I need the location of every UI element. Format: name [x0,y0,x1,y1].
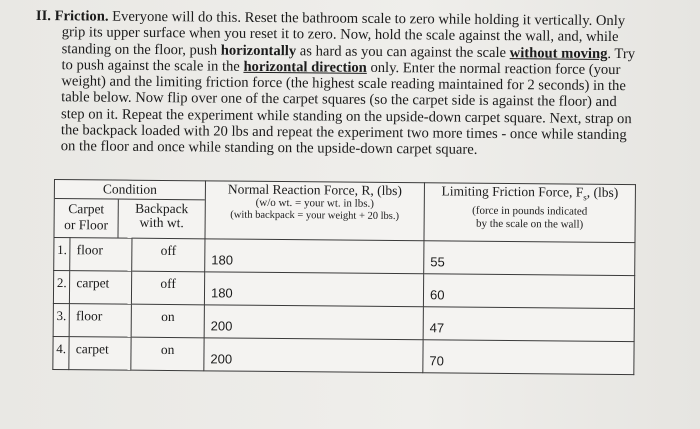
friction-force-title [441,183,619,203]
carpet-header-line-2: or Floor [64,217,109,233]
row-normal-force-value: 180 [210,285,233,301]
row-friction-force-value: 60 [429,287,445,303]
row-backpack [132,271,205,305]
friction-title-subscript: s [583,192,587,203]
normal-force-header [205,181,424,241]
row-normal-force[interactable] [204,338,423,373]
normal-force-note-2: (with backpack = your weight + 20 lbs.) [230,209,400,223]
row-backpack [131,304,204,338]
backpack-header-line-2: with wt. [139,214,184,231]
instruction-line-3-end: . Try [607,45,636,62]
friction-data-table [52,179,636,375]
backpack-header-line-1: Backpack [135,200,189,217]
instruction-line-6: table below. Now flip over one of the carpet squares (so the carpet side is against the floor) and [61,89,617,111]
row-backpack-text: off [160,275,177,292]
row-surface-text: carpet [76,275,110,291]
friction-title-end: , (lbs) [586,184,619,200]
instruction-line-5: weight) and the limiting friction force (the highest scale reading maintained for 2 seconds) in the [61,73,626,95]
row-surface [70,238,132,272]
row-surface [69,337,131,371]
row-friction-force[interactable] [424,241,635,276]
friction-title-main: Limiting Friction Force, F [441,183,584,200]
row-friction-force-value: 55 [430,254,445,270]
friction-force-note-1: (force in pounds indicated [472,204,588,218]
friction-force-header [424,183,635,243]
condition-header-cell [54,180,206,239]
row-friction-force[interactable] [423,274,634,309]
row-surface [69,304,131,338]
row-surface-text: floor [76,242,103,258]
emphasis-horizontal-direction: horizontal direction [243,58,367,76]
row-surface-text: carpet [75,341,109,357]
instruction-line-3-mid: as hard as you can against the scale [296,42,510,61]
row-surface-text: floor [76,308,103,324]
row-index-text: 2. [56,275,67,291]
row-normal-force-value: 180 [211,252,234,268]
table-header-row [54,180,635,243]
table-row [53,336,634,374]
normal-force-note-1: (w/o wt. = your wt. in lbs.) [255,196,375,210]
row-normal-force-value: 200 [210,318,233,334]
row-backpack [131,337,204,371]
instruction-line-9: on the floor and once while standing on the upside-down carpet square. [60,138,478,159]
row-index [53,303,70,336]
condition-subheaders [54,198,204,238]
table-row [54,238,635,276]
instruction-line-4-end: only. Enter the normal reaction force (your [366,59,621,78]
row-index-text: 1. [57,242,67,258]
row-backpack-text: on [160,341,175,358]
row-normal-force[interactable] [204,305,423,340]
instruction-line-3-start: standing on the floor, push [61,40,221,59]
row-backpack [132,238,205,272]
normal-force-title: Normal Reaction Force, R, (lbs) [227,181,402,199]
instruction-line-4-start: to push against the scale in the [61,57,244,75]
row-index [53,336,70,369]
emphasis-without-moving: without moving [509,44,608,62]
backpack-header [118,200,204,239]
section-heading: Friction. [54,8,109,25]
condition-header: Condition [102,181,157,197]
row-friction-force[interactable] [423,340,634,375]
row-friction-force[interactable] [423,307,634,342]
section-label: II. [35,8,52,25]
row-surface [70,271,132,305]
row-index-text: 4. [56,341,67,357]
row-backpack-text: off [160,242,177,259]
row-normal-force[interactable] [205,239,424,274]
instructions-paragraph [35,8,676,160]
carpet-header-line-1: Carpet [68,201,105,217]
row-index [54,238,71,271]
friction-force-note-2: by the scale on the wall) [475,217,584,231]
row-normal-force[interactable] [204,272,423,307]
row-index-text: 3. [56,308,67,324]
row-backpack-text: on [161,308,175,325]
table-row [53,271,634,309]
instruction-line-2: grip its upper surface when you reset it to zero. Now, hold the scale against the wall, and, while [61,24,619,46]
emphasis-horizontally: horizontally [220,42,297,59]
table-row [53,303,634,341]
row-normal-force-value: 200 [210,351,233,367]
carpet-or-floor-header [54,199,118,238]
row-friction-force-value: 47 [429,320,445,336]
instruction-line-8: the backpack loaded with 20 lbs and repeat the experiment two more times - once while standing [60,122,627,144]
row-index [53,271,70,304]
instruction-line-7: step on it. Repeat the experiment while standing on the upside-down carpet square. Next, strap on [61,106,632,127]
instruction-line-1: Everyone will do this. Reset the bathroom scale to zero while holding it vertically. Only [108,8,626,30]
row-friction-force-value: 70 [429,353,444,369]
